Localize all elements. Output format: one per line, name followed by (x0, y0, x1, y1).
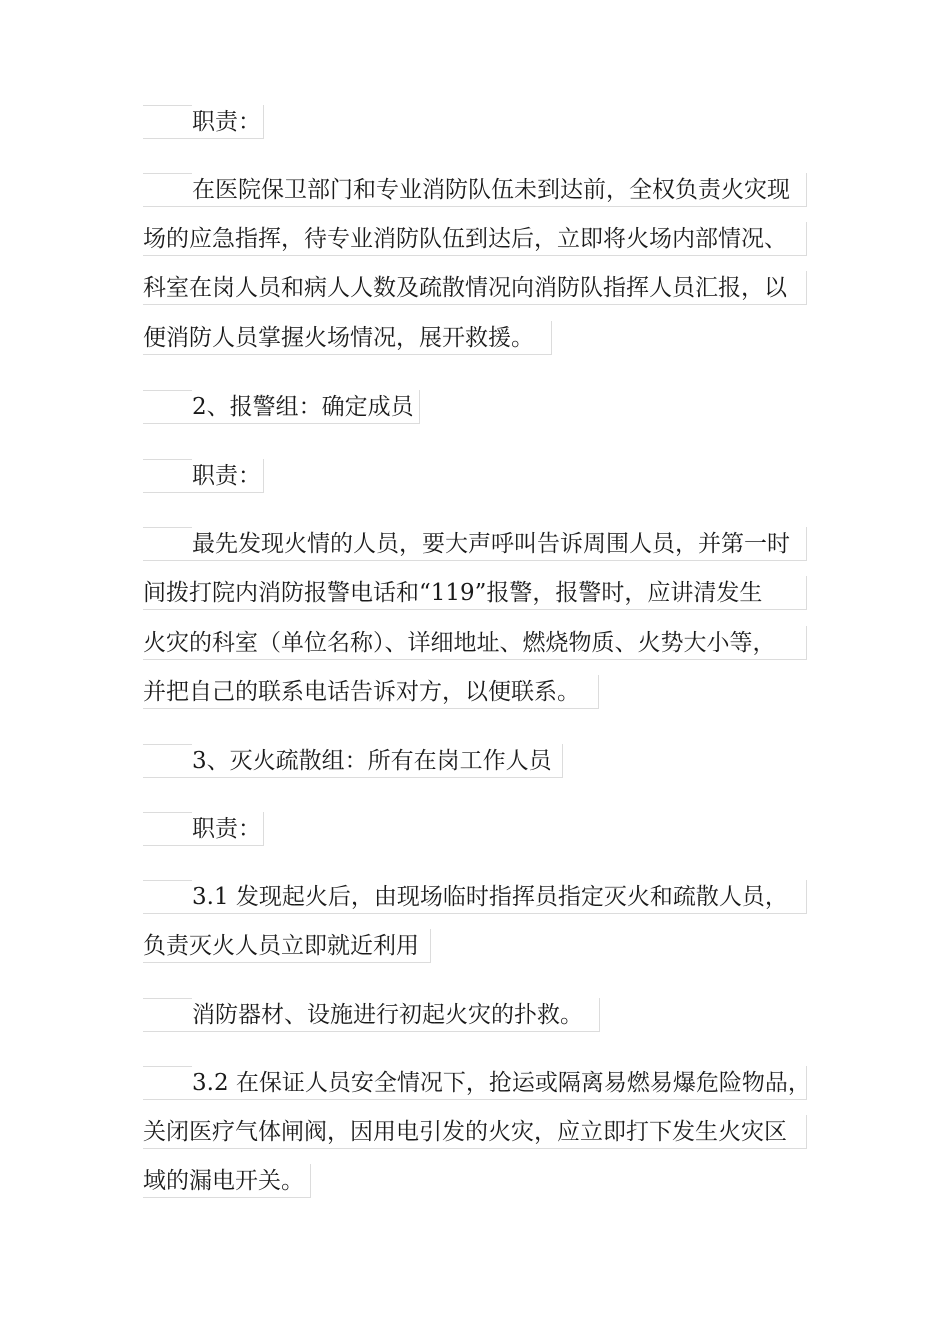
section-heading: 2、报警组：确定成员 (143, 390, 420, 424)
paragraph-heading: 职责： (143, 105, 264, 139)
paragraph-line: 3.2 在保证人员安全情况下，抢运或隔离易燃易爆危险物品， (143, 1066, 807, 1100)
section-heading: 3、灭火疏散组：所有在岗工作人员 (143, 744, 563, 778)
paragraph-line: 场的应急指挥，待专业消防队伍到达后，立即将火场内部情况、 (143, 222, 807, 256)
paragraph-line: 科室在岗人员和病人人数及疏散情况向消防队指挥人员汇报，以 (143, 271, 807, 305)
paragraph-heading: 职责： (143, 459, 264, 493)
paragraph-line: 消防器材、设施进行初起火灾的扑救。 (143, 998, 600, 1032)
paragraph-line: 间拨打院内消防报警电话和“119”报警，报警时，应讲清发生 (143, 576, 807, 610)
paragraph-line: 在医院保卫部门和专业消防队伍未到达前，全权负责火灾现 (143, 173, 807, 207)
paragraph-line: 并把自己的联系电话告诉对方，以便联系。 (143, 675, 599, 709)
paragraph-line: 负责灭火人员立即就近利用 (143, 929, 431, 963)
paragraph-line: 便消防人员掌握火场情况，展开救援。 (143, 321, 552, 355)
paragraph-line: 关闭医疗气体闸阀，因用电引发的火灾，应立即打下发生火灾区 (143, 1115, 807, 1149)
paragraph-line: 火灾的科室（单位名称）、详细地址、燃烧物质、火势大小等， (143, 626, 807, 660)
paragraph-line: 最先发现火情的人员，要大声呼叫告诉周围人员，并第一时 (143, 527, 807, 561)
paragraph-line: 3.1 发现起火后，由现场临时指挥员指定灭火和疏散人员， (143, 880, 807, 914)
paragraph-heading: 职责： (143, 812, 264, 846)
paragraph-line: 域的漏电开关。 (143, 1164, 311, 1198)
